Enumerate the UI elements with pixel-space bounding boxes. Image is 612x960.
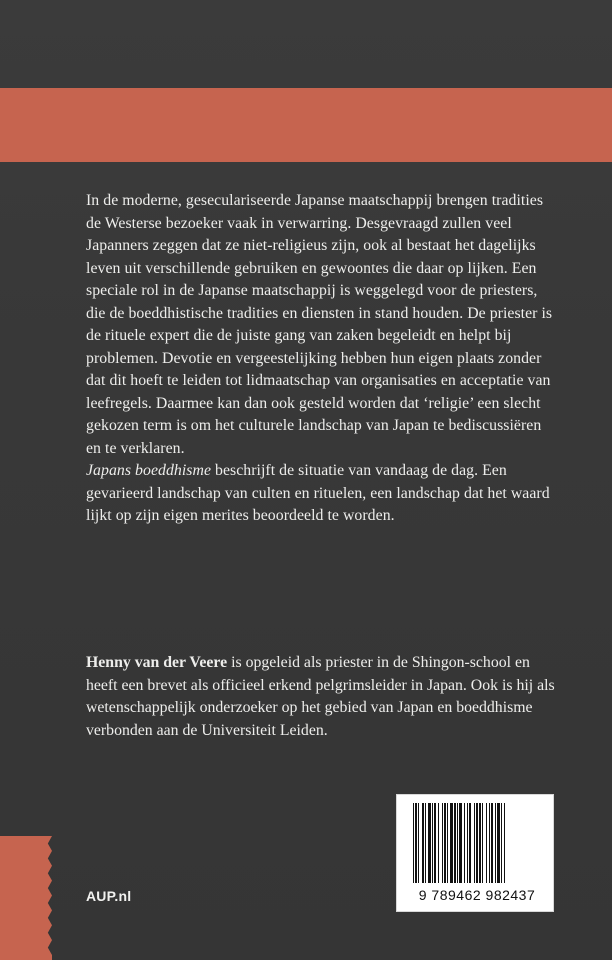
barcode-bar xyxy=(469,803,471,883)
publisher-url[interactable]: AUP.nl xyxy=(86,888,132,904)
barcode-bar xyxy=(422,803,424,883)
author-bio-text: is opgeleid als priester in de Shingon-school en heeft een brevet als officieel erkend pelgrimsleider in Japan. Ook is hij als wetenschappelijk onderzoeker op het gebied van Japan en boeddhisme verbonden aan de Universiteit Leiden. xyxy=(86,654,555,739)
barcode-bar xyxy=(489,803,490,883)
barcode-bar xyxy=(459,803,462,883)
barcode-bar xyxy=(482,803,483,883)
barcode-bar xyxy=(413,803,414,883)
accent-band xyxy=(0,88,612,162)
barcode-bar xyxy=(497,803,500,883)
barcode-bar xyxy=(428,803,431,883)
blurb-paragraph-2 xyxy=(86,460,556,528)
barcode-bar xyxy=(442,803,443,883)
barcode-bar xyxy=(454,803,456,883)
barcode-bar xyxy=(418,803,419,883)
isbn-barcode xyxy=(396,794,554,912)
author-name: Henny van der Veere xyxy=(86,654,228,671)
barcode-bar xyxy=(467,803,468,883)
blurb-paragraph-2-text: beschrijft de situatie van vandaag de dag. Een gevarieerd landschap van culten en rituelen, een landschap dat het waard lijkt op zijn eigen merites beoordeeld te worden. xyxy=(86,462,550,524)
barcode-bar xyxy=(486,803,487,883)
barcode-bar xyxy=(457,803,458,883)
barcode-bar xyxy=(476,803,478,883)
barcode-bar xyxy=(444,803,446,883)
barcode-bar xyxy=(474,803,475,883)
author-bio-paragraph xyxy=(86,652,556,742)
barcode-bar xyxy=(464,803,465,883)
barcode-bar xyxy=(425,803,426,883)
book-title-italic: Japans boeddhisme xyxy=(86,462,212,479)
barcode-bar xyxy=(504,803,505,883)
barcode-bar xyxy=(434,803,436,883)
isbn-number: 9 789462 982437 xyxy=(418,887,536,903)
barcode-bar xyxy=(501,803,502,883)
barcode-bar xyxy=(438,803,439,883)
barcode-bar xyxy=(415,803,417,883)
back-cover-blurb xyxy=(86,190,556,528)
author-bio xyxy=(86,652,556,742)
barcode-bar xyxy=(495,803,496,883)
barcode-bar xyxy=(491,803,493,883)
barcode-bar xyxy=(479,803,481,883)
barcode-bar xyxy=(432,803,433,883)
blurb-paragraph-1: In de moderne, geseculariseerde Japanse maatschappij brengen tradities de Westerse bezoeker vaak in verwarring. Desgevraagd zullen veel Japanners zeggen dat ze niet-religieus zijn, ook al bestaat het dagelijks leven uit verschillende gebruiken en gewoontes die daar op lijken. Een speciale rol in de Japanse maatschappij is weggelegd voor de priesters, die de boeddhistische tradities en diensten in stand houden. De priester is de rituele expert die de juiste gang van zaken begeleidt en helpt bij problemen. Devotie en vergeestelijking hebben hun eigen plaats zonder dat dit hoeft te leiden tot lidmaatschap van organisaties en acceptatie van leefregels. Daarmee kan dan ook gesteld worden dat ‘religie’ een slecht gekozen term is om het culturele landschap van Japan te bediscussiëren en te verklaren. xyxy=(86,192,553,457)
barcode-bar xyxy=(450,803,453,883)
barcode-bar xyxy=(447,803,448,883)
accent-side-stripe xyxy=(0,836,52,960)
